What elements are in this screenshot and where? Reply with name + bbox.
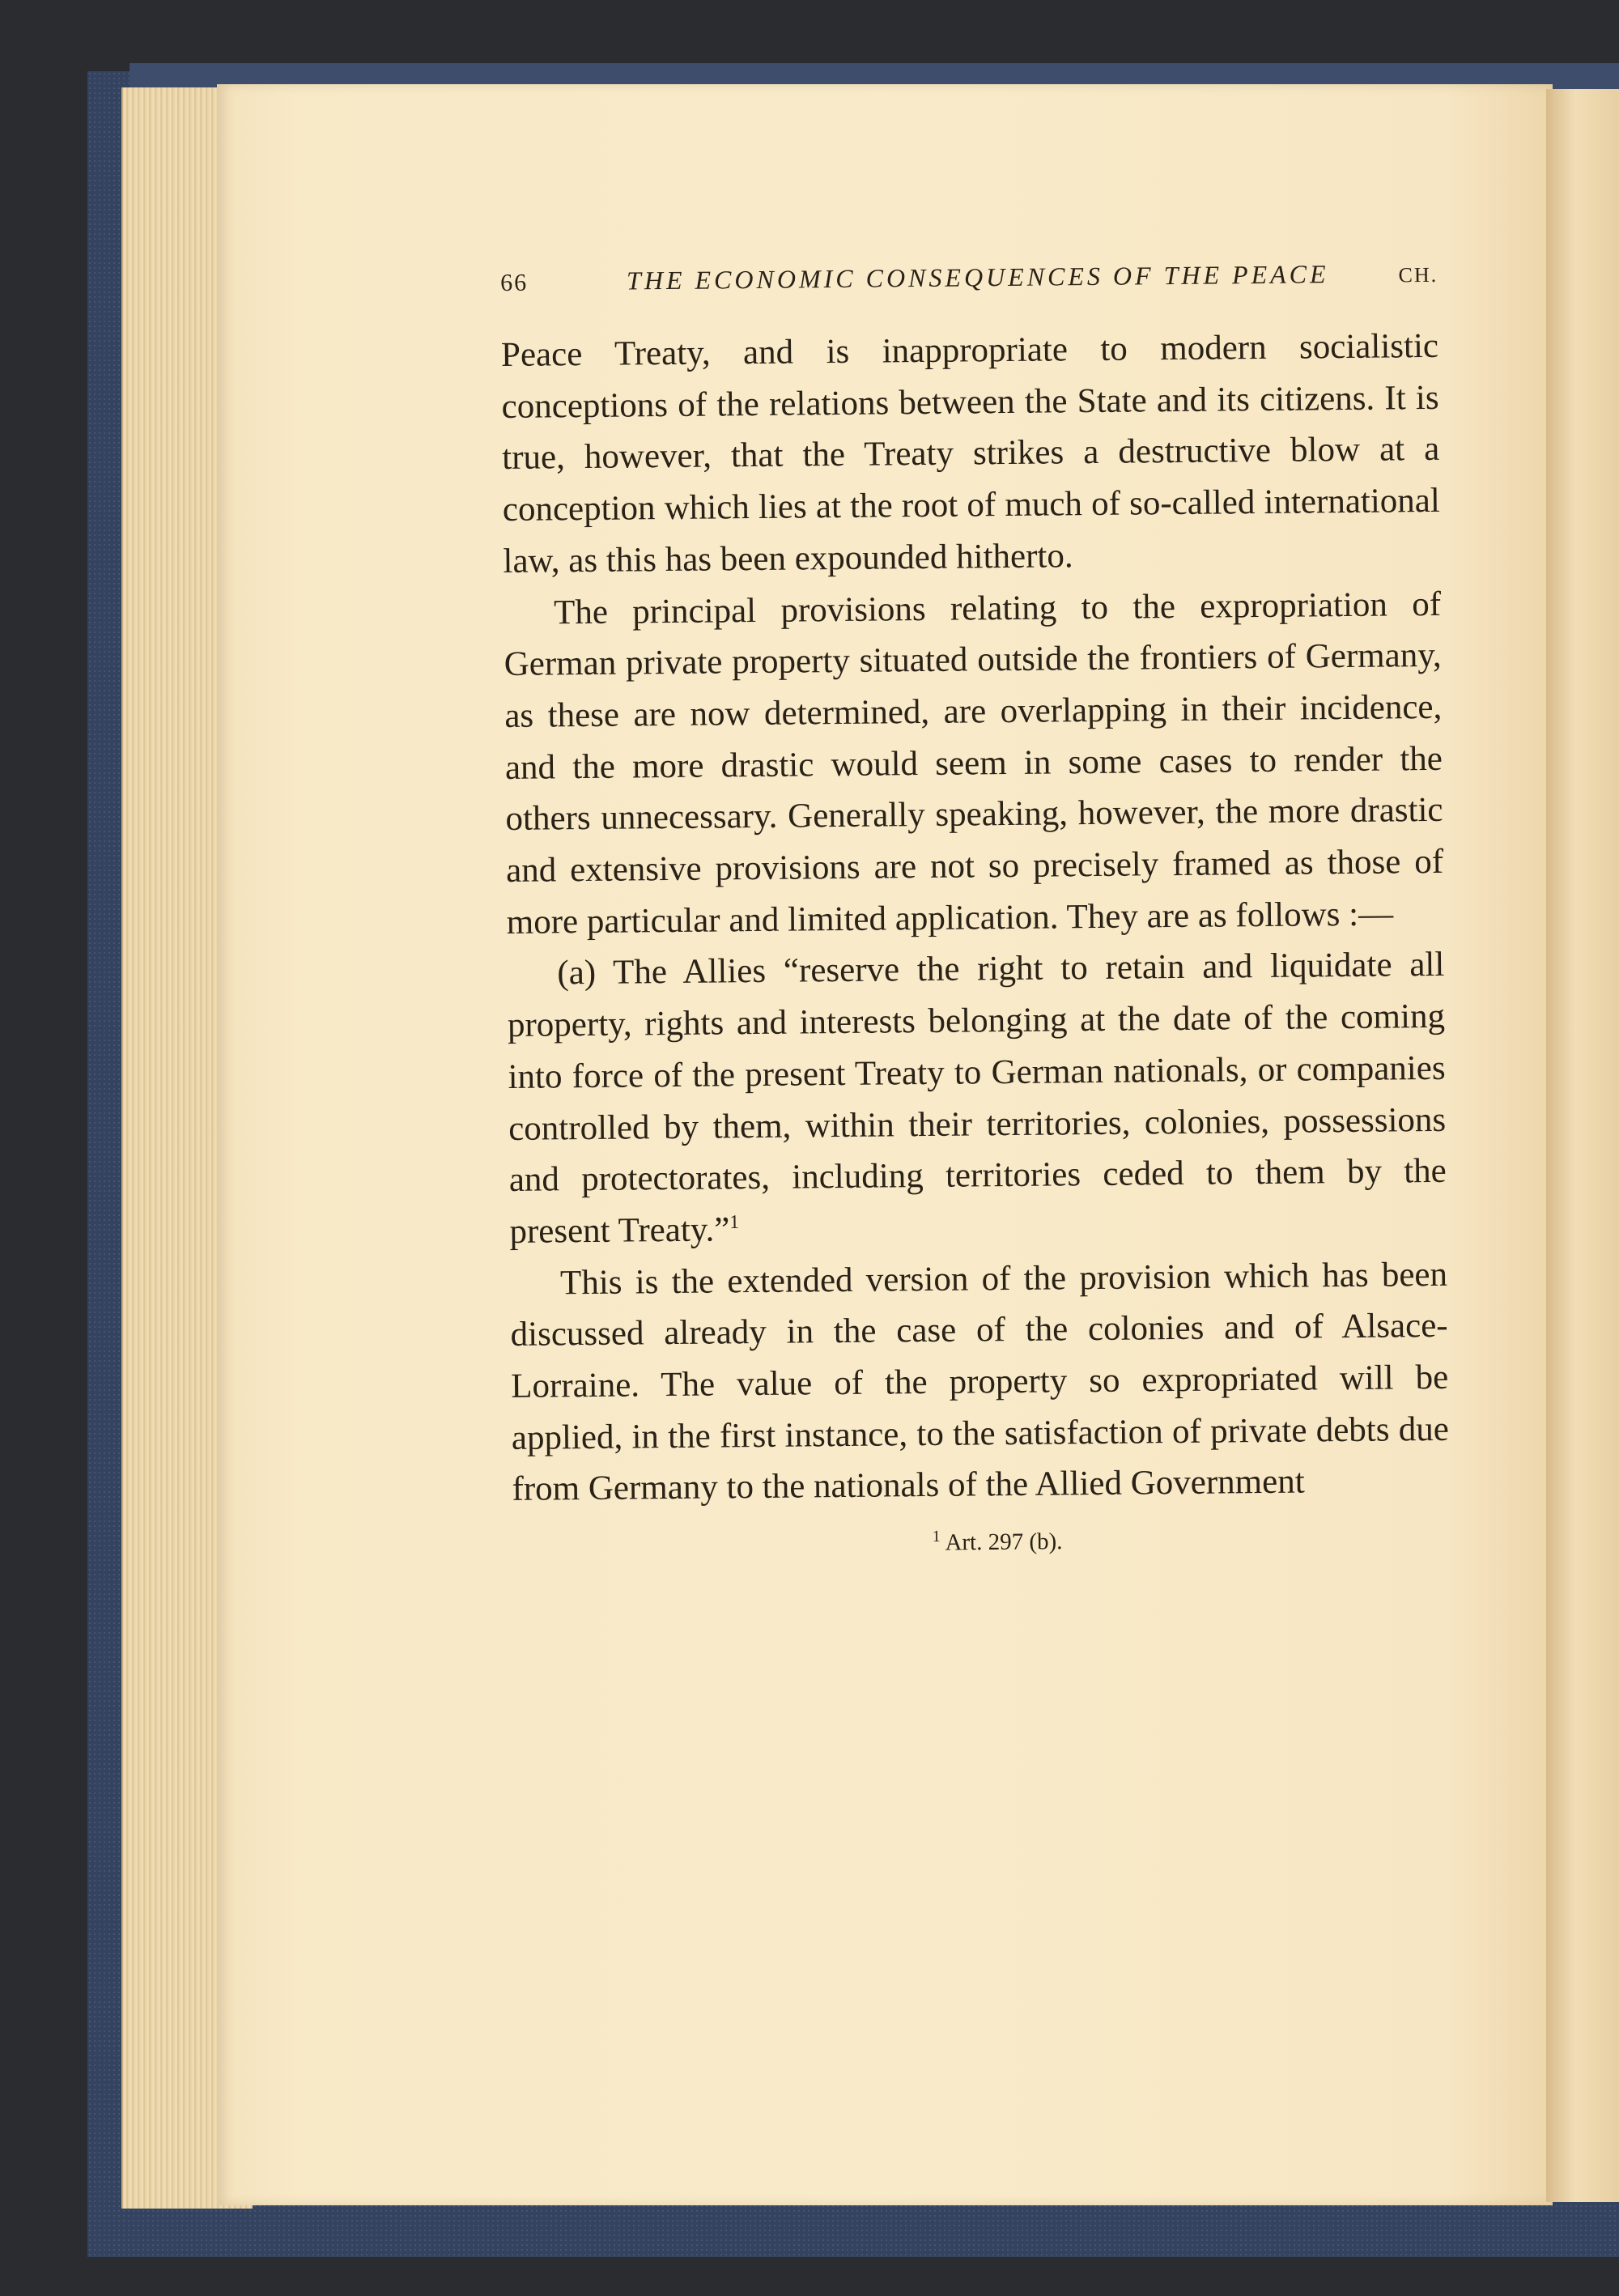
paragraph-2: The principal provisions relating to the expropriation of German private property situated outside the frontiers of Germany, as these are now determined, are overlapping in their incidence, and the more drastic would seem in some cases to render the others unnecessary. Generally speaking, however, the more drastic and extensive provisions are not so precisely framed as those of more particular and limited application. They are as follows :—	[504, 585, 1444, 942]
page-number: 66	[500, 269, 529, 296]
page-gutter	[1546, 89, 1619, 2202]
running-title: THE ECONOMIC CONSEQUENCES OF THE PEACE	[626, 259, 1329, 296]
paragraph-3: (a) The Allies “reserve the right to retain and liquidate all property, rights and interests belonging at the date of the coming into force of the present Treaty to German nationals, or companies controlled by them, within their territories, colonies, possessions and protectorates, including territories ceded to them by the present Treaty.”$^1$	[507, 946, 1447, 1251]
paragraph-4: This is the extended version of the provision which has been discussed already in the case of the colonies and of Alsace-Lorraine. The value of the property so expropriated will be applied, in the first instance, to the satisfaction of private debts due from Germany to the nationals of the Allied Government	[510, 1255, 1450, 1509]
footnote-reference: 1	[729, 1211, 740, 1233]
paragraph-1: Peace Treaty, and is inappropriate to modern socialistic conceptions of the relations between the State and its citizens. It is true, however, that the Treaty strikes a destructive blow at a conception which lies at the root of much of so-called international law, as this has been expounded hitherto.	[500, 326, 1441, 580]
chapter-mark: CH.	[1398, 262, 1438, 287]
footnote-text: Art. 297 (b).	[945, 1529, 1063, 1556]
page-content	[500, 258, 1450, 1561]
footnote-mark: 1	[932, 1528, 941, 1546]
